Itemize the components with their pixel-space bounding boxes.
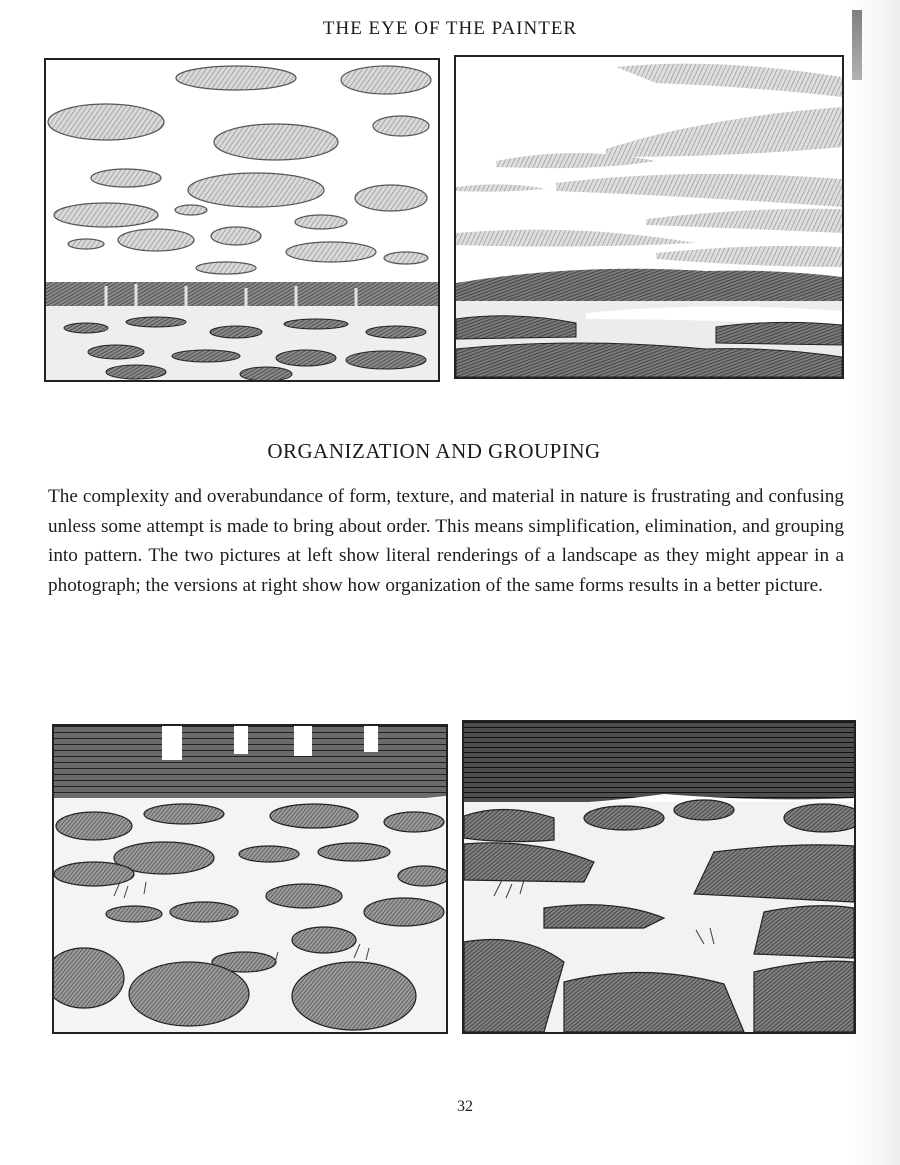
page-number: 32 — [457, 1098, 473, 1115]
sketch-clouds-literal — [44, 58, 440, 382]
body-paragraph: The complexity and overabundance of form, texture, and material in nature is frustrating and confusing unless some attempt is made to bring about order. This means simplification, elimination, and grouping into pattern. The two pictures at left show literal renderings of a landscape as they might appear in a photograph; the versions at right show how organization of the same forms results in a better picture. — [48, 486, 844, 596]
sketch-clouds-organized — [454, 55, 844, 379]
sketch-stream-organized — [462, 720, 856, 1034]
section-heading: ORGANIZATION AND GROUPING — [267, 439, 601, 463]
running-head: THE EYE OF THE PAINTER — [322, 18, 578, 39]
sketch-stream-literal — [52, 724, 448, 1034]
